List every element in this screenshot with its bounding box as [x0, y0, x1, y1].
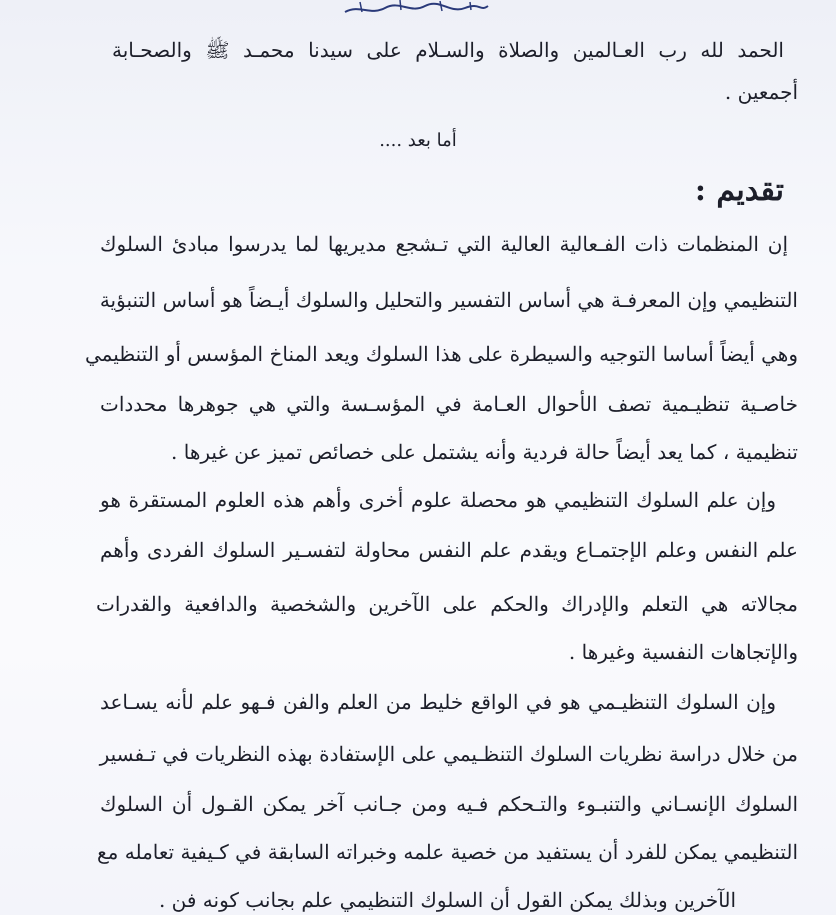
opening-line-2: أجمعين . — [724, 80, 798, 104]
paragraph1-line-5: تنظيمية ، كما يعد أيضاً حالة فردية وأنه يشتمل على خصائص تميز عن غيرها . — [171, 440, 798, 464]
paragraph3-line-2: من خلال دراسة نظريات السلوك التنظـيمي على الإستفادة بهذه النظريات في تـفسير — [99, 742, 798, 766]
paragraph1-line-4: خاصـية تنظيـمية تصف الأحوال العـامة في المؤسـسة والتي هي جوهرها محددات — [100, 392, 798, 416]
paragraph3-line-5: الآخرين وبذلك يمكن القول أن السلوك التنظيمي علم بجانب كونه فن . — [158, 888, 736, 912]
paragraph3-line-4: التنظيمي يمكن للفرد أن يستفيد من خصية علمه وخبراته السابقة في كـيفية تعامله مع — [97, 840, 798, 864]
paragraph2-line-3: مجالاته هي التعلم والإدراك والحكم على الآخرين والشخصية والدافعية والقدرات — [96, 592, 798, 616]
paragraph1-line-1: إن المنظمات ذات الفـعالية العالية التي تـشجع مديريها لما يدرسوا مبادئ السلوك — [100, 232, 789, 256]
section-heading: تقديم : — [694, 173, 784, 208]
amma-baad: أما بعد .... — [379, 130, 457, 151]
paragraph2-line-4: والإتجاهات النفسية وغيرها . — [568, 640, 798, 664]
paragraph2-line-1: وإن علم السلوك التنظيمي هو محصلة علوم أخرى وأهم هذه العلوم المستقرة هو — [100, 488, 776, 512]
paragraph3-line-1: وإن السلوك التنظيـمي هو في الواقع خليط من العلم والفن فـهو علم لأنه يسـاعد — [100, 690, 776, 714]
paragraph2-line-2: علم النفس وعلم الإجتمـاع ويقدم علم النفس محاولة لتفسـير السلوك الفردى وأهم — [100, 538, 798, 562]
paragraph3-line-3: السلوك الإنسـاني والتنبـوء والتـحكم فـيه ومن جـانب آخر يمكن القـول أن السلوك — [100, 792, 798, 816]
paragraph1-line-2: التنظيمي وإن المعرفـة هي أساس التفسير والتحليل والسلوك أيـضاً هو أساس التنبؤية — [99, 288, 798, 312]
basmala-calligraphy-icon — [340, 0, 490, 18]
opening-line-1: الحمد لله رب العـالمين والصلاة والسـلام على سيدنا محمـد ﷺ والصحـابة — [112, 38, 784, 62]
paragraph1-line-3: وهي أيضاً أساسا التوجيه والسيطرة على هذا السلوك ويعد المناخ المؤسس أو التنظيمي — [84, 342, 798, 366]
